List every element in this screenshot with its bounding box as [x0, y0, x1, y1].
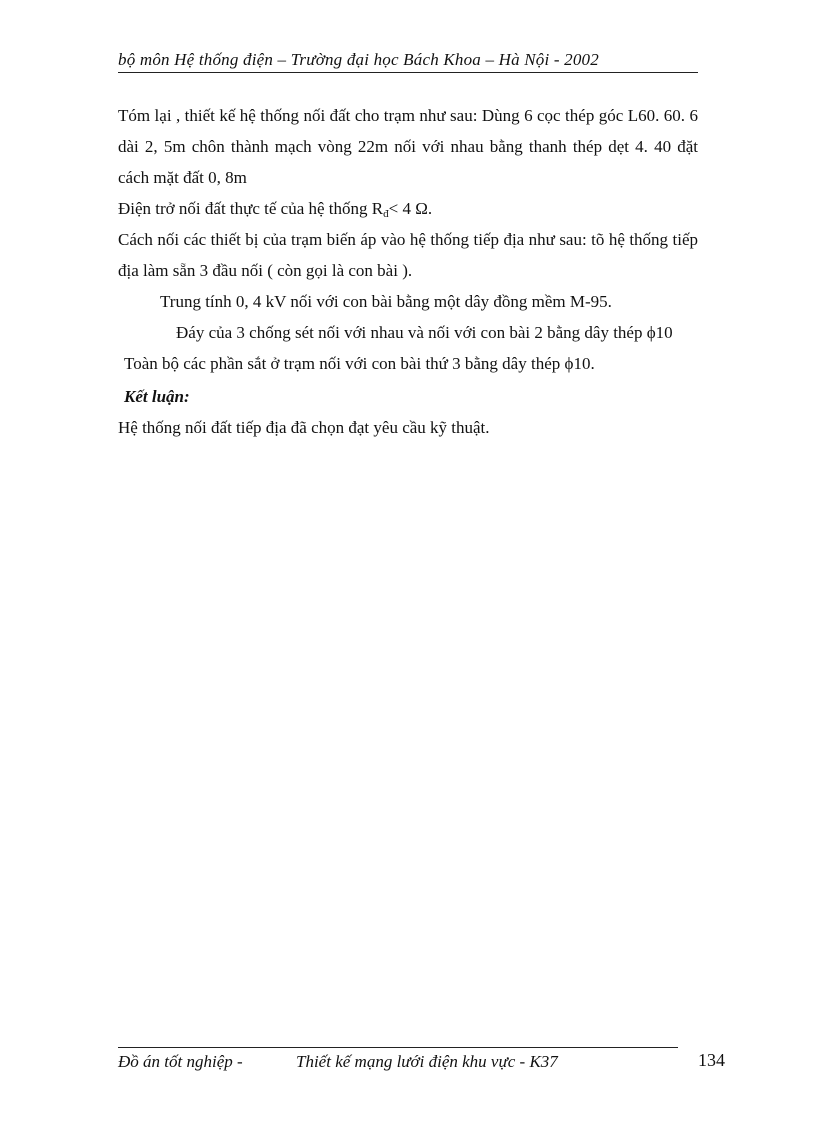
resistance-subscript: đ	[383, 208, 389, 220]
page-number: 134	[698, 1050, 725, 1070]
paragraph-conclusion: Hệ thống nối đất tiếp địa đã chọn đạt yêu cầu kỹ thuật.	[118, 418, 490, 437]
paragraph-neutral: Trung tính 0, 4 kV nối với con bài bằng một dây đồng mềm M-95.	[160, 292, 612, 311]
paragraph-resistance	[118, 193, 698, 224]
resistance-text: Điện trở nối đất thực tế của hệ thống R	[118, 199, 384, 218]
footer-left-text: Đồ án tốt nghiệp -	[118, 1052, 243, 1071]
running-header: bộ môn Hệ thống điện – Trường đại học Bách Khoa – Hà Nội - 2002	[118, 50, 698, 73]
footer-divider	[118, 1047, 678, 1048]
conclusion-heading: Kết luận:	[124, 387, 190, 406]
resistance-value: < 4 Ω.	[388, 199, 433, 218]
document-body	[118, 100, 698, 443]
paragraph-connection-method: Cách nối các thiết bị của trạm biến áp vào hệ thống tiếp địa như sau: tõ hệ thống tiếp địa làm sẵn 3 đầu nối ( còn gọi là con bài ).	[118, 230, 698, 280]
paragraph-grounding-summary: Tóm lại , thiết kế hệ thống nối đất cho trạm như sau: Dùng 6 cọc thép góc L60. 60. 6 dài 2, 5m chôn thành mạch vòng 22m nối với nhau bằng thanh thép dẹt 4. 40 đặt cách mặt đất 0, 8m	[118, 106, 698, 187]
footer-project-title: Thiết kế mạng lưới điện khu vực - K37	[296, 1052, 558, 1071]
paragraph-steel-parts: Toàn bộ các phần sắt ở trạm nối với con bài thứ 3 bằng dây thép ϕ10.	[124, 354, 595, 373]
paragraph-arresters: Đáy của 3 chống sét nối với nhau và nối với con bài 2 bằng dây thép ϕ10	[176, 323, 673, 342]
